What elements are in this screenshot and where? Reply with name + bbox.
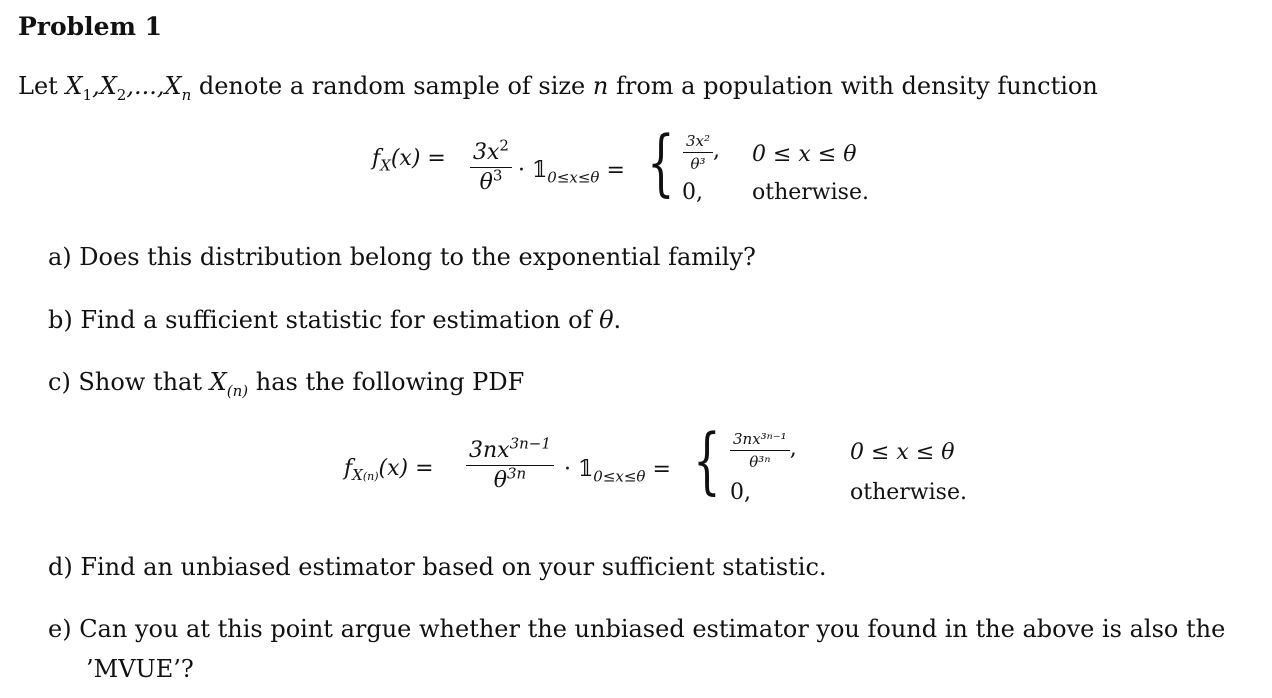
problem-title: Problem 1 <box>18 12 163 41</box>
case2-value: 0, <box>682 180 703 205</box>
max-density-indicator: · $𝟙_{0\le x\le\theta}$ = <box>564 457 671 486</box>
left-brace-2: { <box>693 418 721 502</box>
question-c: c) Show that $X_{(n)}$ has the following PDF <box>48 368 525 400</box>
intro-text: Let $X_1,X_2,...,X_n$ denote a random sample of size n from a population with density function <box>18 72 1098 104</box>
case2-value-2: 0, <box>730 480 751 505</box>
case1-condition-2: 0 ≤ x ≤ θ <box>850 440 955 465</box>
question-b: b) Find a sufficient statistic for estimation of θ. <box>48 306 622 334</box>
question-d: d) Find an unbiased estimator based on your sufficient statistic. <box>48 553 827 581</box>
density-indicator: · $𝟙_{0\le x\le\theta}$ = <box>518 158 625 187</box>
max-density-fraction: $\frac{3nx^{3n-1}}{\theta^{3n}}$ <box>466 438 554 493</box>
case1-value: $\frac{\text{3x²}}{\text{θ³}}$ , <box>683 132 720 173</box>
max-density-lhs: $f_{X(n)}(x)$ = <box>344 456 434 485</box>
case1-condition: 0 ≤ x ≤ θ <box>752 142 857 167</box>
density-lhs: $f_X(x)$ = <box>372 146 446 175</box>
question-e: e) Can you at this point argue whether the unbiased estimator you found in the above is also the <box>48 615 1226 643</box>
case1-value-2: $\frac{\text{3nx³ⁿ⁻¹}}{\text{θ³ⁿ}}$ , <box>730 430 797 471</box>
case2-condition: otherwise. <box>752 180 869 205</box>
density-fraction: $\frac{3x^2}{\theta^3}$ <box>470 140 512 195</box>
left-brace-1: { <box>647 120 675 204</box>
question-a: a) Does this distribution belong to the exponential family? <box>48 243 756 271</box>
case2-condition-2: otherwise. <box>850 480 967 505</box>
question-e-continued: ’MVUE’? <box>86 655 194 683</box>
